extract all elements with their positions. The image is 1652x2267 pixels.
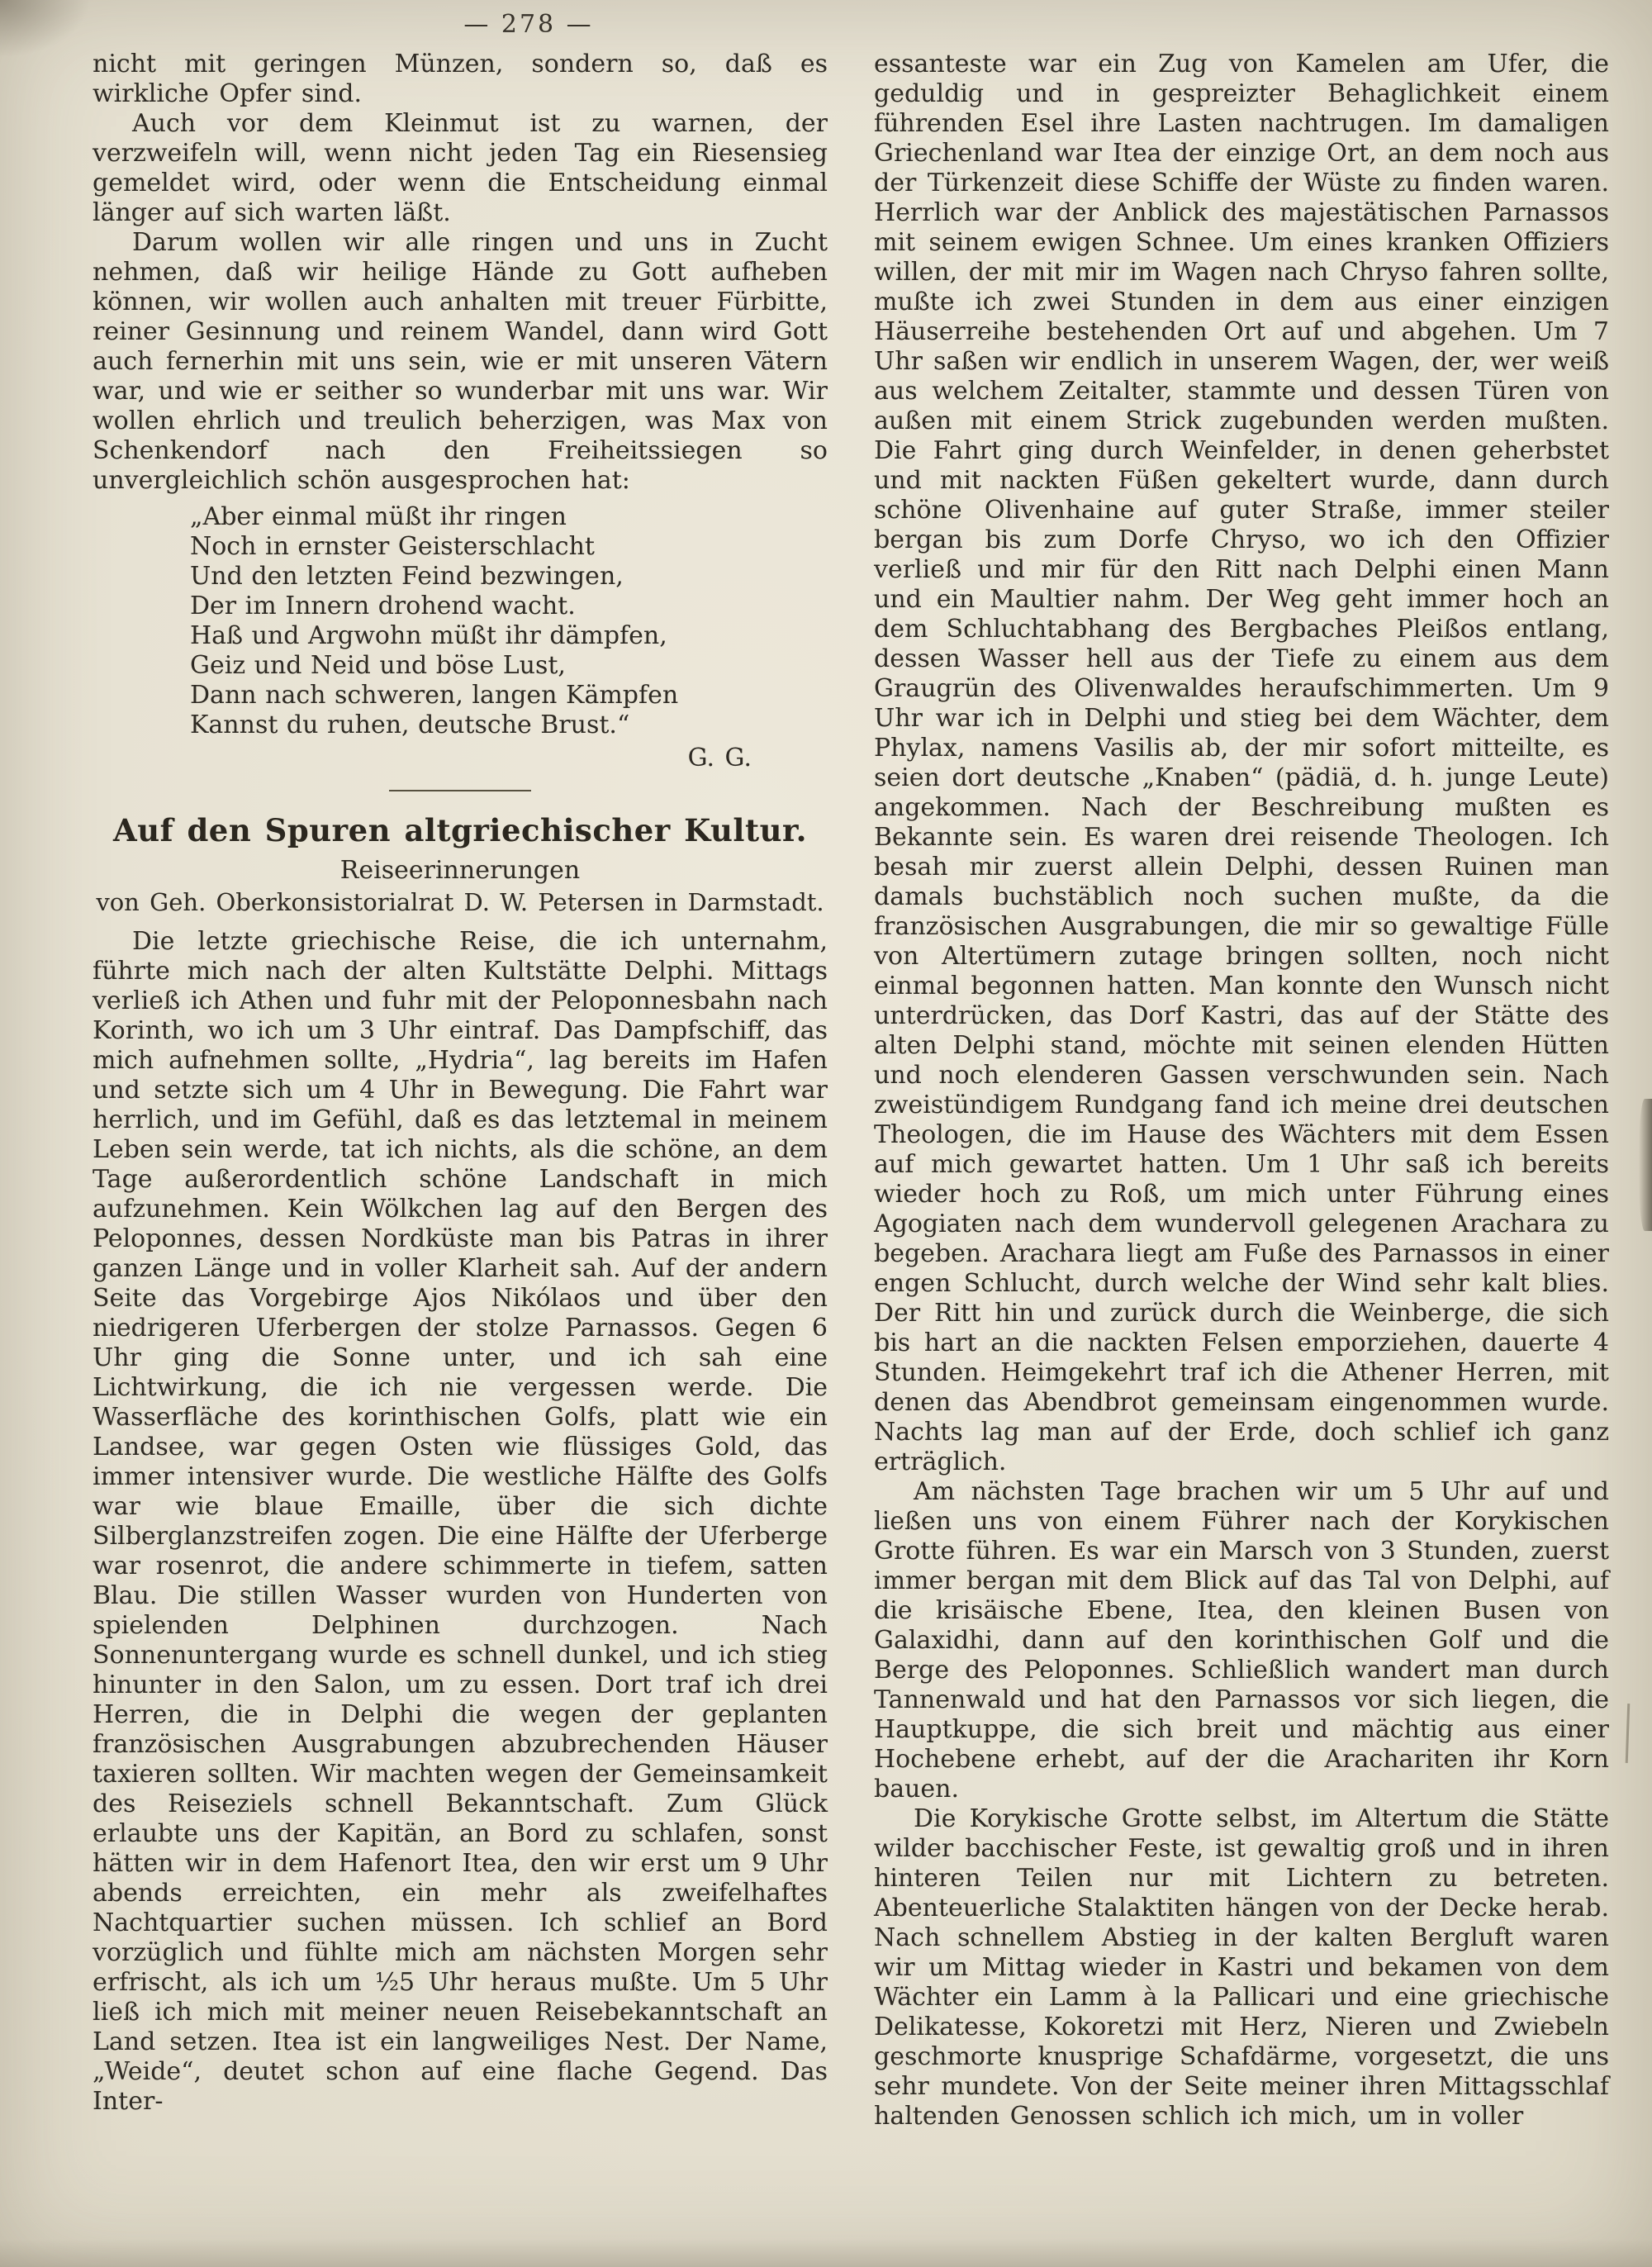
paragraph: Die Korykische Grotte selbst, im Altertum die Stätte wilder bacchischer Feste, ist gewaltig groß und in ihren hinteren Teilen nur mit Lichtern zu betreten. Abenteuerliche Stalaktiten hängen von der Decke herab. Nach schnellem Abstieg in der kalten Bergluft waren wir um Mittag wieder in Kastri und bekamen von dem Wächter ein Lamm à la Pallicari und eine griechische Delikatesse, Kokoretzi mit Herz, Nieren und Zwiebeln geschmorte knusprige Schafdärme, vorgesetzt, die uns sehr mundete. Von der Seite meiner ihren Mittagsschlaf haltenden Genossen schlich ich mich, um in voller <box>874 1804 1609 2131</box>
page-number: — 278 — <box>463 10 594 39</box>
poem-line: „Aber einmal müßt ihr ringen <box>190 502 567 531</box>
right-column <box>874 50 1609 2252</box>
left-column <box>93 50 828 2252</box>
poem-line: Noch in ernster Geisterschlacht <box>190 532 595 561</box>
poem-line: Und den letzten Feind bezwingen, <box>190 562 624 591</box>
poem-attribution: G. G. <box>687 744 752 772</box>
paragraph-continuation: nicht mit geringen Münzen, sondern so, daß es wirkliche Opfer sind. <box>93 50 828 108</box>
paragraph: Am nächsten Tage brachen wir um 5 Uhr auf und ließen uns von einem Führer nach der Korykischen Grotte führen. Es war ein Marsch von 3 Stunden, zuerst immer bergan mit dem Blick auf das Tal von Delphi, auf die krisäische Ebene, Itea, den kleinen Busen von Galaxidhi, dann auf den korinthischen Golf und die Berge des Peloponnes. Schließlich wandert man durch Tannenwald und hat den Parnassos vor sich liegen, die Hauptkuppe, die sich breit und mächtig aus einer Hochebene erhebt, auf der die Arachariten ihr Korn bauen. <box>874 1477 1609 1804</box>
section-heading: Auf den Spuren altgriechischer Kultur. <box>113 812 807 848</box>
section-divider <box>389 790 531 791</box>
poem-line: Dann nach schweren, langen Kämpfen <box>190 681 679 710</box>
paragraph: Die letzte griechische Reise, die ich unternahm, führte mich nach der alten Kultstätte Delphi. Mittags verließ ich Athen und fuhr mit der Peloponnesbahn nach Korinth, wo ich um 3 Uhr eintraf. Das Dampfschiff, das mich aufnehmen sollte, „Hydria“, lag bereits im Hafen und setzte sich um 4 Uhr in Bewegung. Die Fahrt war herrlich, und im Gefühl, daß es das letztemal in meinem Leben sein werde, tat ich nichts, als die schöne, an dem Tage außerordentlich schöne Landschaft in mich aufzunehmen. Kein Wölkchen lag auf den Bergen des Peloponnes, dessen Nordküste man bis Patras in ihrer ganzen Länge und in voller Klarheit sah. Auf der andern Seite das Vorgebirge Ajos Nikólaos und über den niedrigeren Uferbergen der stolze Parnassos. Gegen 6 Uhr ging die Sonne unter, und ich sah eine Lichtwirkung, die ich nie vergessen werde. Die Wasserfläche des korinthischen Golfs, platt wie ein Landsee, war gegen Osten wie flüssiges Gold, das immer intensiver wurde. Die westliche Hälfte des Golfs war wie blaue Emaille, über die sich dichte Silberglanzstreifen zogen. Die eine Hälfte der Uferberge war rosenrot, die andere schimmerte in tiefem, satten Blau. Die stillen Wasser wurden von Hunderten von spielenden Delphinen durchzogen. Nach Sonnenuntergang wurde es schnell dunkel, und ich stieg hinunter in den Salon, um zu essen. Dort traf ich drei Herren, die in Delphi die wegen der geplanten französischen Ausgrabungen abzubrechenden Häuser taxieren sollten. Wir machten wegen der Gemeinsamkeit des Reiseziels schnell Bekanntschaft. Zum Glück erlaubte uns der Kapitän, an Bord zu schlafen, sonst hätten wir in dem Hafenort Itea, den wir erst um 9 Uhr abends erreichten, ein mehr als zweifelhaftes Nachtquartier suchen müssen. Ich schlief an Bord vorzüglich und fühlte mich am nächsten Morgen sehr erfrischt, als ich um ½5 Uhr heraus mußte. Um 5 Uhr ließ ich mich mit meiner neuen Reisebekanntschaft an Land setzen. Itea ist ein langweiliges Nest. Der Name, „Weide“, deutet schon auf eine flache Gegend. Das Inter- <box>93 927 828 2116</box>
two-column-layout <box>93 50 1609 2252</box>
poem-line: Kannst du ruhen, deutsche Brust.“ <box>190 711 630 739</box>
poem-line: Der im Innern drohend wacht. <box>190 592 576 620</box>
scan-corner-shadow <box>0 0 91 58</box>
section-byline: von Geh. Oberkonsistorialrat D. W. Petersen in Darmstadt. <box>96 888 824 916</box>
paragraph: Darum wollen wir alle ringen und uns in Zucht nehmen, daß wir heilige Hände zu Gott aufheben können, wir wollen auch anhalten mit treuer Fürbitte, reiner Gesinnung und reinem Wandel, dann wird Gott auch fernerhin mit uns sein, wie er mit unseren Vätern war, und wie er seither so wunderbar mit uns war. Wir wollen ehrlich und treulich beherzigen, was Max von Schenkendorf nach den Freiheitssiegen so unvergleichlich schön ausgesprochen hat: <box>93 228 828 495</box>
poem <box>190 502 828 740</box>
scan-edge-artifact <box>1639 1099 1652 1231</box>
poem-line: Haß und Argwohn müßt ihr dämpfen, <box>190 621 667 650</box>
margin-pen-mark <box>1626 1704 1631 1763</box>
paragraph: Auch vor dem Kleinmut ist zu warnen, der verzweifeln will, wenn nicht jeden Tag ein Riesensieg gemeldet wird, oder wenn die Entscheidung einmal länger auf sich warten läßt. <box>93 109 828 227</box>
poem-line: Geiz und Neid und böse Lust, <box>190 651 566 680</box>
paragraph-continuation: essanteste war ein Zug von Kamelen am Ufer, die geduldig und in gespreizter Behaglichkeit einem führenden Esel ihre Lasten nachtrugen. Im damaligen Griechenland war Itea der einzige Ort, an dem noch aus der Türkenzeit diese Schiffe der Wüste zu finden waren. Herrlich war der Anblick des majestätischen Parnassos mit seinem ewigen Schnee. Um eines kranken Offiziers willen, der mit mir im Wagen nach Chryso fahren sollte, mußte ich zwei Stunden in dem aus einer einzigen Häuserreihe bestehenden Ort auf und abgehen. Um 7 Uhr saßen wir endlich in unserem Wagen, der, wer weiß aus welchem Zeitalter, stammte und dessen Türen von außen mit einem Strick zugebunden werden mußten. Die Fahrt ging durch Weinfelder, in denen geherbstet und mit nackten Füßen gekeltert wurde, dann durch schöne Olivenhaine auf guter Straße, immer steiler bergan bis zum Dorfe Chryso, wo ich den Offizier verließ und mir für den Ritt nach Delphi einen Mann und ein Maultier nahm. Der Weg geht immer hoch an dem Schluchtabhang des Bergbaches Pleißos entlang, dessen Wasser hell aus der Tiefe zu einem aus dem Graugrün des Olivenwaldes heraufschimmerten. Um 9 Uhr war ich in Delphi und stieg bei dem Wächter, dem Phylax, namens Vasilis ab, der mir sofort mitteilte, es seien dort deutsche „Knaben“ (pädiä, d. h. junge Leute) angekommen. Nach der Beschreibung mußten es Bekannte sein. Es waren drei reisende Theologen. Ich besah mir zuerst allein Delphi, dessen Ruinen man damals buchstäblich noch suchen mußte, da die französischen Ausgrabungen, die mir so gewaltige Fülle von Altertümern zutage bringen sollten, noch nicht einmal begonnen hatten. Man konnte den Wunsch nicht unterdrücken, das Dorf Kastri, das auf der Stätte des alten Delphi stand, möchte mit seinen elenden Hütten und noch elenderen Gassen verschwunden sein. Nach zweistündigem Rundgang fand ich meine drei deutschen Theologen, die im Hause des Wächters mit dem Essen auf mich gewartet hatten. Um 1 Uhr saß ich bereits wieder hoch zu Roß, um mich unter Führung eines Agogiaten nach dem wundervoll gelegenen Arachara zu begeben. Arachara liegt am Fuße des Parnassos in einer engen Schlucht, durch welche der Wind sehr kalt blies. Der Ritt hin und zurück durch die Weinberge, die sich bis hart an die nackten Felsen emporziehen, dauerte 4 Stunden. Heimgekehrt traf ich die Athener Herren, mit denen das Abendbrot gemeinsam eingenommen wurde. Nachts lag man auf der Erde, doch schlief ich ganz erträglich. <box>874 50 1609 1476</box>
section-subtitle: Reiseerinnerungen <box>339 856 581 885</box>
